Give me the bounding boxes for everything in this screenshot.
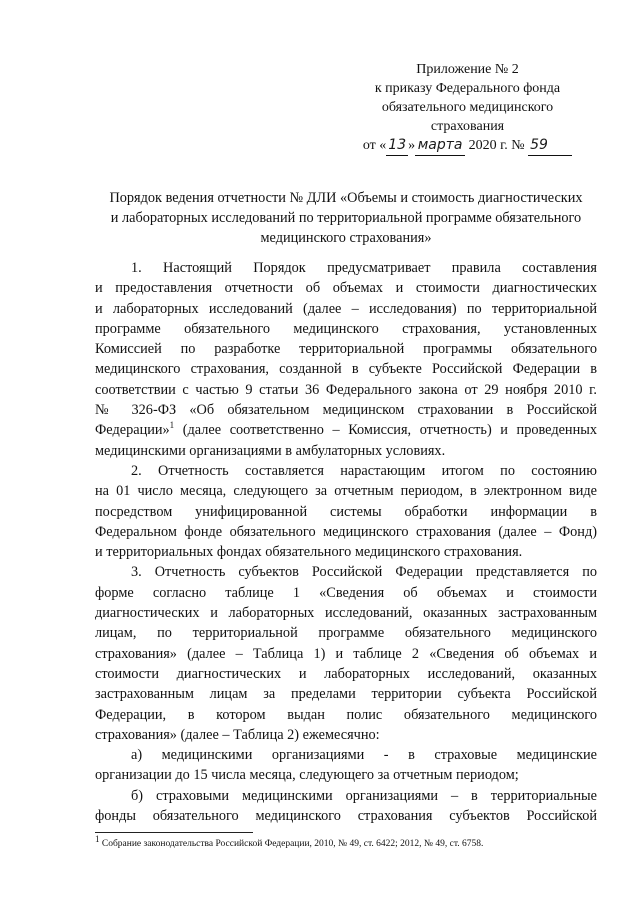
date-prefix: от «	[362, 138, 387, 153]
text-line: страхования» (далее – Таблица 2) ежемесячно:	[95, 726, 380, 743]
text-line: Федеральном фонде обязательного медицинского страхования (далее – Фонд)	[95, 523, 597, 540]
footnote-reference: 1	[169, 420, 175, 431]
text-line: и лабораторных исследований (далее – исследования) по территориальной	[95, 300, 597, 317]
title-line: Порядок ведения отчетности № ДЛИ «Объемы и стоимость диагностических	[109, 190, 583, 206]
date-quote-close: »	[408, 138, 416, 153]
text-line: форме согласно таблице 1 «Сведения об объемах и стоимости	[95, 584, 597, 601]
footnote-mark: 1	[95, 833, 100, 844]
appendix-order-ref: к приказу Федерального фонда	[374, 81, 561, 96]
text-line: диагностических и лабораторных исследований, оказанных застрахованным	[95, 605, 597, 622]
appendix-fund-name-end: страхования	[430, 119, 505, 134]
list-item-a	[95, 745, 597, 786]
handwritten-month: марта	[415, 136, 465, 156]
title-line: медицинского страхования»	[260, 230, 432, 246]
text-line: Комиссией по разработке территориальной программы обязательного	[95, 341, 597, 358]
text-line: медицинского страхования, созданной в субъекте Российской Федерации в	[95, 361, 597, 378]
text-line: страхования» (далее – Таблица 1) и таблице 2 «Сведения об объемах и	[95, 645, 597, 662]
text-fragment: (далее соответственно – Комиссия, отчетность) и проведенных	[182, 422, 597, 439]
text-line-with-footnote	[95, 420, 597, 440]
paragraph-3	[95, 562, 597, 745]
title-line: и лабораторных исследований по территориальной программе обязательного	[110, 210, 582, 226]
text-line: Федерации, в котором выдан полис обязательного медицинского	[95, 706, 597, 723]
text-line: № 326-ФЗ «Об обязательном медицинском страховании в Российской	[95, 402, 597, 419]
text-line: 2. Отчетность составляется нарастающим итогом по состоянию	[131, 462, 597, 479]
text-line: и территориальных фондах обязательного медицинского страхования.	[95, 544, 523, 561]
date-year: 2020 г. №	[468, 138, 525, 153]
text-line: б) страховыми медицинскими организациями – в территориальные	[131, 787, 597, 804]
handwritten-order-number: 59	[528, 136, 572, 156]
document-title	[95, 188, 597, 248]
text-line: 1. Настоящий Порядок предусматривает правила составления	[131, 260, 597, 276]
text-line: посредством унифицированной системы обработки информации в	[95, 503, 597, 520]
text-line: соответствии с частью 9 статьи 36 Федерального закона от 29 ноября 2010 г.	[95, 381, 597, 398]
footnote-divider	[95, 832, 253, 833]
text-line: и предоставления отчетности об объемах и стоимости диагностических	[95, 280, 597, 297]
appendix-number: Приложение № 2	[416, 62, 519, 77]
text-line: фонды обязательного медицинского страхования субъектов Российской	[95, 808, 597, 825]
text-line: а) медицинскими организациями - в страховые медицинские	[131, 747, 597, 764]
text-line: лицам, по территориальной программе обязательного медицинского	[95, 625, 597, 642]
text-line: на 01 число месяца, следующего за отчетным периодом, в электронном виде	[95, 483, 597, 500]
footnote-text: Собрание законодательства Российской Федерации, 2010, № 49, ст. 6422; 2012, № 49, ст. 6758.	[101, 839, 484, 849]
appendix-date-line	[360, 136, 575, 156]
document-body	[95, 258, 597, 826]
text-line: стоимости диагностических и лабораторных исследований, оказанных	[95, 665, 597, 682]
paragraph-2	[95, 461, 597, 562]
handwritten-day: 13	[386, 136, 408, 156]
text-fragment: Федерации»	[95, 422, 170, 439]
list-item-b	[95, 786, 597, 827]
text-line: 3. Отчетность субъектов Российской Федерации представляется по	[131, 564, 597, 581]
text-line: программе обязательного медицинского страхования, установленных	[95, 320, 597, 337]
appendix-fund-name: обязательного медицинского	[381, 100, 554, 115]
text-line: медицинскими организациями в амбулаторных условиях.	[95, 442, 446, 459]
text-line: организации до 15 числа месяца, следующего за отчетным периодом;	[95, 767, 519, 784]
paragraph-1	[95, 258, 597, 461]
text-line: застрахованным лицам за пределами территории субъекта Российской	[95, 686, 597, 703]
footnote	[95, 833, 595, 850]
appendix-header	[360, 60, 575, 156]
